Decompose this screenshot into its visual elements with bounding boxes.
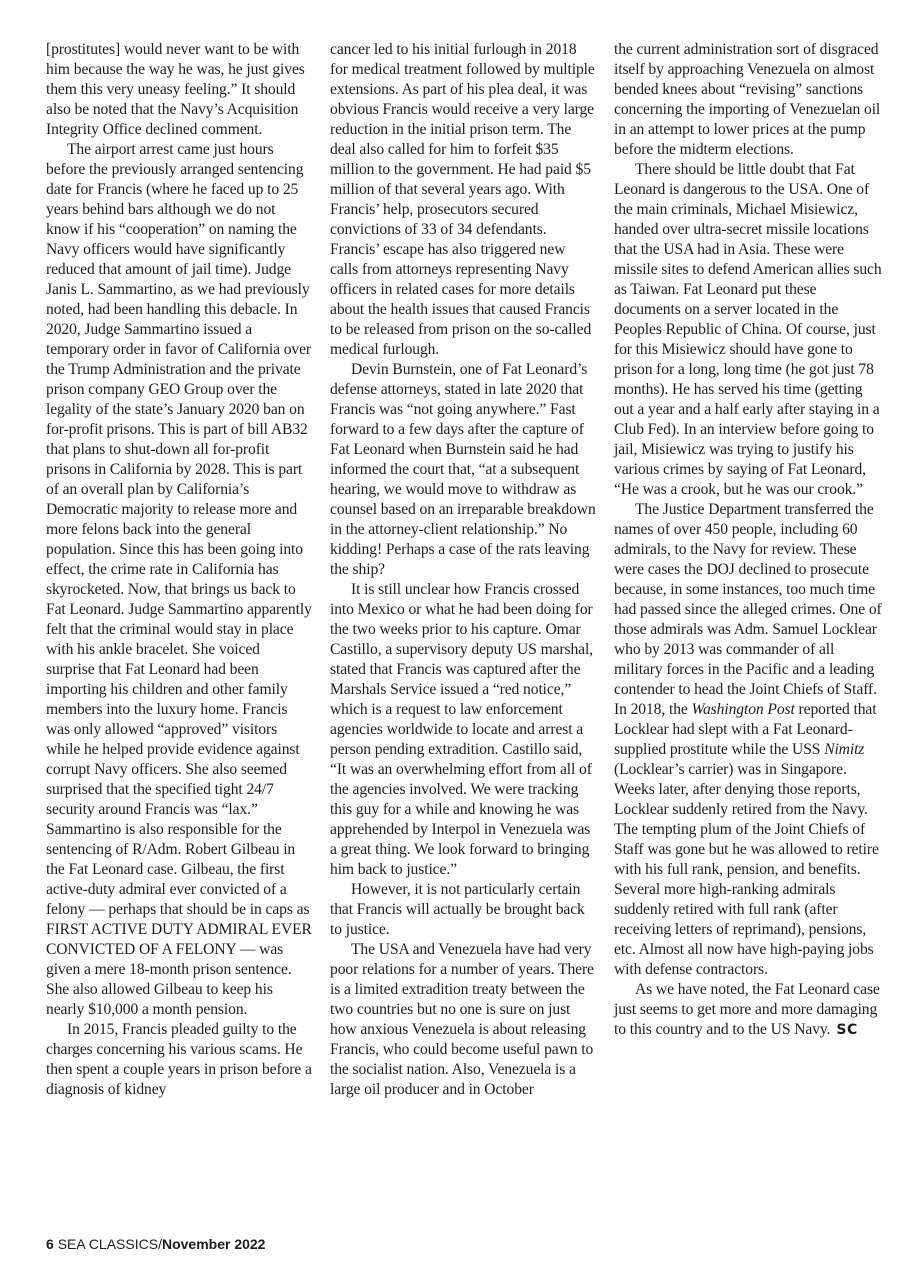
text-run: reported that Locklear had slept with a Fat Leonard-supplied prostitute while the USS (614, 701, 877, 758)
page-number: 6 (46, 1236, 54, 1252)
article-column-1 (46, 40, 312, 1100)
text-run: As we have noted, the Fat Leonard case just seems to get more and more damaging to this country and to the US Navy. (614, 981, 880, 1038)
magazine-name: SEA CLASSICS/ (57, 1236, 162, 1252)
text-run: The USA and Venezuela have had very poor relations for a number of years. There is a limited extradition treaty between the two countries but no one is sure on just how anxious Venezuela is about releasing Francis, who could become useful pawn to the socialist nation. Also, Venezuela is a large oil producer and in October (330, 941, 594, 1098)
paragraph (330, 940, 597, 1100)
paragraph (330, 40, 597, 360)
text-run: The airport arrest came just hours before the previously arranged sentencing date for Francis (where he faced up to 25 years behind bars although we do not know if his “cooperation” on naming the Navy officers would have significantly reduced that amount of jail time). Judge Janis L. Sammartino, as we had previously noted, had been handling this debacle. In 2020, Judge Sammartino issued a temporary order in favor of California over the Trump Administration and the private prison company GEO Group over the legality of the state’s January 2020 ban on for-profit prisons. This is part of bill AB32 that plans to shut-down all for-profit prisons in California by 2028. This is part of an overall plan by California’s Democratic majority to release more and more felons back into the general population. Since this has been going into effect, the crime rate in California has skyrocketed. Now, that brings us back to Fat Leonard. Judge Sammartino apparently felt that the criminal would stay in place with his ankle bracelet. She voiced surprise that Fat Leonard had been importing his children and other family members into the luxury home. Francis was only allowed “approved” visitors while he helped provide evidence against corrupt Navy officers. She also seemed surprised that the specified tight 24/7 security around Francis was “lax.” Sammartino is also responsible for the sentencing of R/Adm. Robert Gilbeau in the Fat Leonard case. Gilbeau, the first active-duty admiral ever convicted of a felony — perhaps that should be in caps as FIRST ACTIVE DUTY ADMIRAL EVER CONVICTED OF A FELONY — was given a mere 18-month prison sentence. She also allowed Gilbeau to keep his nearly $10,000 a month pension. (46, 141, 312, 1018)
text-run: [prostitutes] would never want to be with him because the way he was, he just gives them this very uneasy feeling.” It should also be noted that the Navy’s Acquisition Integrity Office declined comment. (46, 41, 305, 138)
text-run: In 2015, Francis pleaded guilty to the charges concerning his various scams. He then spent a couple years in prison before a diagnosis of kidney (46, 1021, 312, 1098)
paragraph (614, 980, 882, 1040)
italic-title: Washington Post (691, 701, 795, 718)
article-column-2 (330, 40, 597, 1100)
end-mark: SC (836, 1022, 858, 1038)
text-run: However, it is not particularly certain that Francis will actually be brought back to justice. (330, 881, 585, 938)
paragraph (46, 40, 312, 140)
text-run: cancer led to his initial furlough in 2018 for medical treatment followed by multiple extensions. As part of his plea deal, it was obvious Francis would receive a very large reduction in the initial prison term. The deal also called for him to forfeit $35 million to the government. He had paid $5 million of that several years ago. With Francis’ help, prosecutors secured convictions of 33 of 34 defendants. Francis’ escape has also triggered new calls from attorneys representing Navy officers in related cases for more details about the health issues that caused Francis to be released from prison on the so-called medical furlough. (330, 41, 595, 358)
paragraph (46, 1020, 312, 1100)
italic-title: Nimitz (824, 741, 865, 758)
text-run: the current administration sort of disgraced itself by approaching Venezuela on almost bended knees about “revising” sanctions concerning the importing of Venezuelan oil in an attempt to lower prices at the pump before the midterm elections. (614, 41, 881, 158)
article-column-3 (614, 40, 882, 1040)
paragraph (614, 160, 882, 500)
text-run: The Justice Department transferred the names of over 450 people, including 60 admirals, to the Navy for review. These were cases the DOJ declined to prosecute because, in some instances, too much time had passed since the alleged crimes. One of those admirals was Adm. Samuel Locklear who by 2013 was commander of all military forces in the Pacific and a leading contender to head the Joint Chiefs of Staff. In 2018, the (614, 501, 882, 718)
paragraph (614, 40, 882, 160)
page-footer (46, 1236, 265, 1252)
text-run: (Locklear’s carrier) was in Singapore. Weeks later, after denying those reports, Locklear suddenly retired from the Navy. The tempting plum of the Joint Chiefs of Staff was gone but he was allowed to retire with his full rank, pension, and benefits. Several more high-ranking admirals suddenly retired with full rank (after receiving letters of reprimand), pensions, etc. Almost all now have high-paying jobs with defense contractors. (614, 761, 879, 978)
paragraph (330, 880, 597, 940)
paragraph (330, 580, 597, 880)
paragraph (614, 500, 882, 980)
paragraph (46, 140, 312, 1020)
text-run: Devin Burnstein, one of Fat Leonard’s defense attorneys, stated in late 2020 that Francis was “not going anywhere.” Fast forward to a few days after the capture of Fat Leonard when Burnstein said he had informed the court that, “at a subsequent hearing, we would move to withdraw as counsel based on an irreparable breakdown in the attorney-client relationship.” No kidding! Perhaps a case of the rats leaving the ship? (330, 361, 596, 578)
text-run: There should be little doubt that Fat Leonard is dangerous to the USA. One of the main criminals, Michael Misiewicz, handed over ultra-secret missile locations that the USA had in Asia. These were missile sites to defend American allies such as Taiwan. Fat Leonard put these documents on a server located in the Peoples Republic of China. Of course, just for this Misiewicz should have gone to prison for a long, long time (he got just 78 months). He has served his time (getting out a year and a half early after staying in a Club Fed). In an interview before going to jail, Misiewicz was trying to justify his various crimes by saying of Fat Leonard, “He was a crook, but he was our crook.” (614, 161, 882, 498)
text-run: It is still unclear how Francis crossed into Mexico or what he had been doing for the two weeks prior to his capture. Omar Castillo, a supervisory deputy US marshal, stated that Francis was captured after the Marshals Service issued a “red notice,” which is a request to law enforcement agencies worldwide to locate and arrest a person pending extradition. Castillo said, “It was an overwhelming effort from all of the agencies involved. We were tracking this guy for a while and knowing he was apprehended by Interpol in Venezuela was a great thing. We look forward to bringing him back to justice.” (330, 581, 594, 878)
paragraph (330, 360, 597, 580)
issue-date: November 2022 (161, 1236, 266, 1252)
